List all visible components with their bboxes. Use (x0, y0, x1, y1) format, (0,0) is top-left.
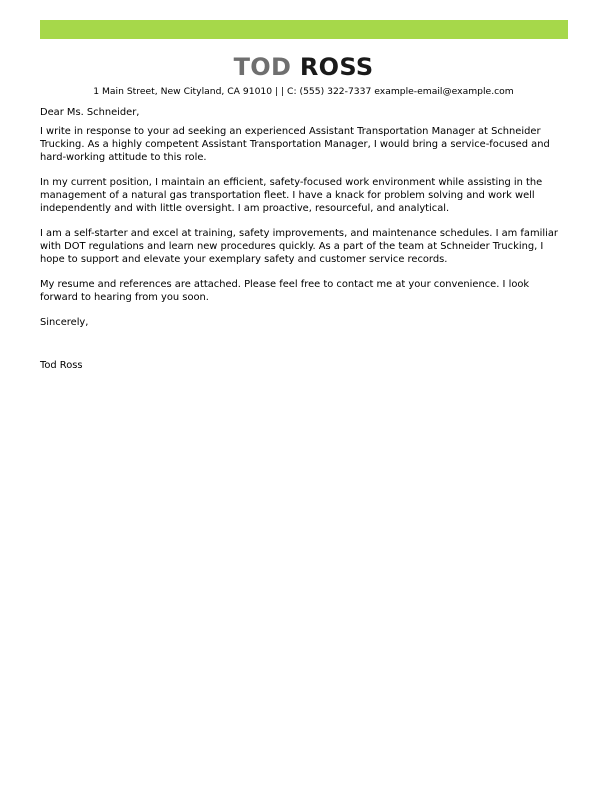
first-name: TOD (233, 53, 292, 81)
paragraph-current-position: In my current position, I maintain an efficient, safety-focused work environment while assisting in the management of a natural gas transportation fleet. I have a knack for problem solving and work well independently and with little oversight. I am proactive, resourceful, and analytical. (40, 177, 543, 214)
signature-name: Tod Ross (40, 360, 83, 371)
applicant-name (0, 52, 607, 82)
salutation: Dear Ms. Schneider, (40, 107, 140, 118)
contact-info: 1 Main Street, New Cityland, CA 91010 | | C: (555) 322-7337 example-email@example.com (93, 86, 514, 97)
header-accent-bar (40, 20, 568, 39)
last-name: ROSS (299, 53, 374, 81)
paragraph-intro: I write in response to your ad seeking an experienced Assistant Transportation Manager at Schneider Trucking. As a highly competent Assistant Transportation Manager, I would bring a service-focused and hard-working attitude to this role. (40, 126, 550, 163)
paragraph-closing: My resume and references are attached. Please feel free to contact me at your convenience. I look forward to hearing from you soon. (40, 279, 530, 303)
closing: Sincerely, (40, 317, 89, 328)
letter-body (40, 106, 568, 384)
paragraph-skills: I am a self-starter and excel at training, safety improvements, and maintenance schedules. I am familiar with DOT regulations and learn new procedures quickly. As a part of the team at Schneider Trucking, I hope to support and elevate your exemplary safety and customer service records. (40, 228, 558, 265)
